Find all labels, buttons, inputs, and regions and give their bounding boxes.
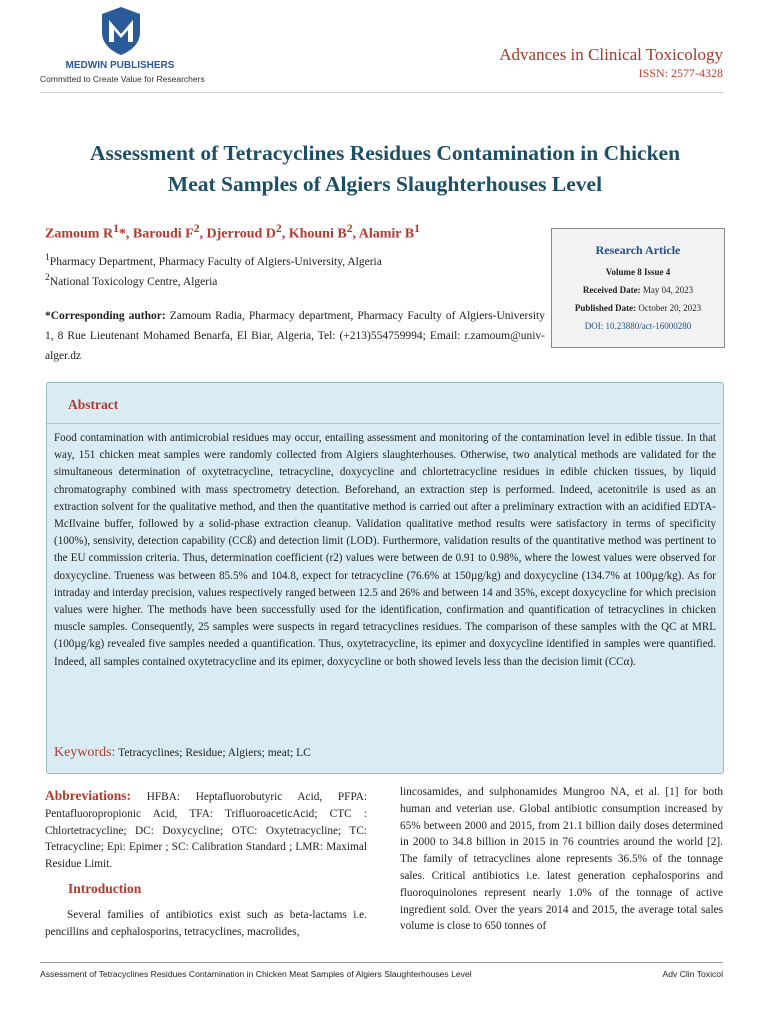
publisher-name: MEDWIN PUBLISHERS xyxy=(65,60,175,71)
introduction-text: Several families of antibiotics exist such as beta-lactams i.e. pencillins and cephalosporins, tetracyclines, macrolides, xyxy=(45,909,367,938)
publisher-tagline: Committed to Create Value for Researchers xyxy=(40,74,205,84)
author-affiliation-sup: 2 xyxy=(275,222,282,235)
received-label: Received Date: xyxy=(582,285,641,295)
medwin-logo-icon xyxy=(100,6,142,56)
article-title-line-1: Assessment of Tetracyclines Residues Contamination in Chicken xyxy=(89,141,681,165)
article-info-box xyxy=(551,228,725,348)
abstract-text: Food contamination with antimicrobial residues may occur, entailing assessment and monitoring of the contamination level in edible tissue. In that way, 151 chicken meat samples were randomly collected from Algiers slaughterhouses. Otherwise, two analytical methods are validated for the simultaneous determination of oxytetracycline, tetracycline, doxycycline and chlortetracycline residues in edible chicken tissues, by liquid chromatography combined with mass spectrometry detection. Beforehand, an extraction step is performed. Indeed, acetonitrile is used as an extraction solvent for the qualitative method, and then the quantitative method is carried out after a preliminary extraction with an acidified EDTA-McIlvaine buffer, followed by a solid-phase extraction cleanup. Validation qualitative method results were satisfactory in terms of specificity (100%), sensivity, detection capability (CCß) and detection limit (LOD). Furthermore, validation results of the quantitative method was pertinent to the EU commission criteria. Thus, determination coefficient (r2) values were between de 0.91 to 0.98%, where the lowest values were observed for doxycycline. Trueness was between 85.5% and 104.8, expect for tetracycline (76.6% at 150µg/kg) and doxycycline (134.7% at 100µg/kg). As for intraday and interday precision, values respectively ranged between 12.5 and 26% and between 14 and 35%, except doxycycline for which precision values were higher. The methods have been successfully used for the identification, confirmation and quantification of tetracyclines in chicken muscle samples. Consequently, 25 samples were suspects in regard tetracyclines residues. The comparison of these samples with the QC at MRL (100µg/kg) revealed five samples needed a quantification. Thus, oxytetracycline, its epimer and doxycycline identified in samples were quantified. Indeed, all samples contained oxytetracycline and its epimer, doxycycline or both showed levels less than the decision limit (CCα). xyxy=(54,432,716,668)
affiliation-1 xyxy=(45,252,382,268)
published-date xyxy=(552,303,724,313)
keywords-list: Tetracyclines; Residue; Algiers; meat; LC xyxy=(118,747,311,759)
author-affiliation-sup: 2 xyxy=(346,222,353,235)
affiliation-sup: 2 xyxy=(45,272,50,283)
article-title-line-2: Meat Samples of Algiers Slaughterhouses Level xyxy=(167,172,603,196)
abbreviations-text: HFBA: Heptafluorobutyric Acid, PFPA: Pentafluoropropionic Acid, TFA: TrifluoroaceticAcid; CTC : Chlortetracycline; DC: Doxycycline; OTC: Oxytetracycline; TC: Tetracycline; Epi: Epimer ; SC: Calibration Standard ; LMR: Maximal Residue Limit. xyxy=(45,791,367,871)
footer-divider xyxy=(40,962,723,963)
corresponding-mark: * xyxy=(118,226,126,242)
abstract-heading: Abstract xyxy=(68,397,119,412)
article-type: Research Article xyxy=(595,243,681,257)
footer-running-title: Assessment of Tetracyclines Residues Contamination in Chicken Meat Samples of Algiers Slaughterhouses Level xyxy=(40,969,472,979)
journal-issn: ISSN: 2577-4328 xyxy=(638,66,723,80)
affiliation-sup: 1 xyxy=(45,252,50,263)
volume-issue-text: Volume 8 Issue 4 xyxy=(605,267,671,277)
corresponding-author-details: Zamoum Radia, Pharmacy department, Pharmacy Faculty of Algiers-University 1, 8 Rue Lieutenant Mohamed Benarfa, El Biar, Algeria, Tel: (+213)554759994; Email: r.zamoum@univ-alger.dz xyxy=(45,310,546,362)
doi-link[interactable]: DOI: 10.23880/act-16000280 xyxy=(584,321,692,331)
author-name: Zamoum R xyxy=(45,226,114,242)
author-affiliation-sup: 2 xyxy=(193,222,200,235)
footer-journal-abbrev: Adv Clin Toxicol xyxy=(662,969,723,979)
keywords-label: Keywords: xyxy=(54,745,116,760)
author-name: Djerroud D xyxy=(206,226,276,242)
author-name: Khouni B xyxy=(288,226,347,242)
received-value: May 04, 2023 xyxy=(642,285,694,295)
volume-issue xyxy=(552,267,724,277)
keywords xyxy=(54,745,311,761)
author-affiliation-sup: 1 xyxy=(113,222,119,235)
journal-name: Advances in Clinical Toxicology xyxy=(499,45,723,64)
author-name: Baroudi F xyxy=(132,226,194,242)
corresponding-author-label: *Corresponding author: xyxy=(45,310,166,322)
abbreviations-paragraph xyxy=(45,788,367,873)
corresponding-author xyxy=(45,306,545,366)
received-date xyxy=(552,285,724,295)
introduction-heading: Introduction xyxy=(68,881,142,896)
article-title xyxy=(40,138,730,200)
author-list: Zamoum $R^1*$, Baroudi $F^2$, Djerroud $D^2$, Khouni $B^2$, Alamir $B^1$ xyxy=(45,222,420,242)
author-affiliation-sup: 1 xyxy=(414,222,420,235)
affiliation-text: Pharmacy Department, Pharmacy Faculty of Algiers-University, Algeria xyxy=(49,255,382,268)
abstract-divider xyxy=(47,423,721,424)
published-label: Published Date: xyxy=(574,303,637,313)
affiliation-2 xyxy=(45,272,217,288)
author-name: Alamir B xyxy=(358,226,415,242)
affiliation-text: National Toxicology Centre, Algeria xyxy=(49,275,218,288)
header-divider xyxy=(40,92,723,93)
published-value: October 20, 2023 xyxy=(638,303,702,313)
abbreviations-label: Abbreviations: xyxy=(45,788,132,803)
body-text-right-column: lincosamides, and sulphonamides Mungroo NA, et al. [1] for both human and veterian use. Global antibiotic consumption increased by 65% between 2000 and 2015, from 21.1 billion daily doses determined in 2000 to 34.8 billion in 2015 in 76 countries around the world [2]. The family of tetracyclines alone represents 36.5% of the tonnage sales. Critical antibiotics i.e. latest generation cephalosporins and fluoroquinolones represent nearly 1.0% of the tonnage of active ingredient sold. Over the years 2014 and 2015, the average total sales volume is close to 650 tonnes of xyxy=(400,786,723,933)
